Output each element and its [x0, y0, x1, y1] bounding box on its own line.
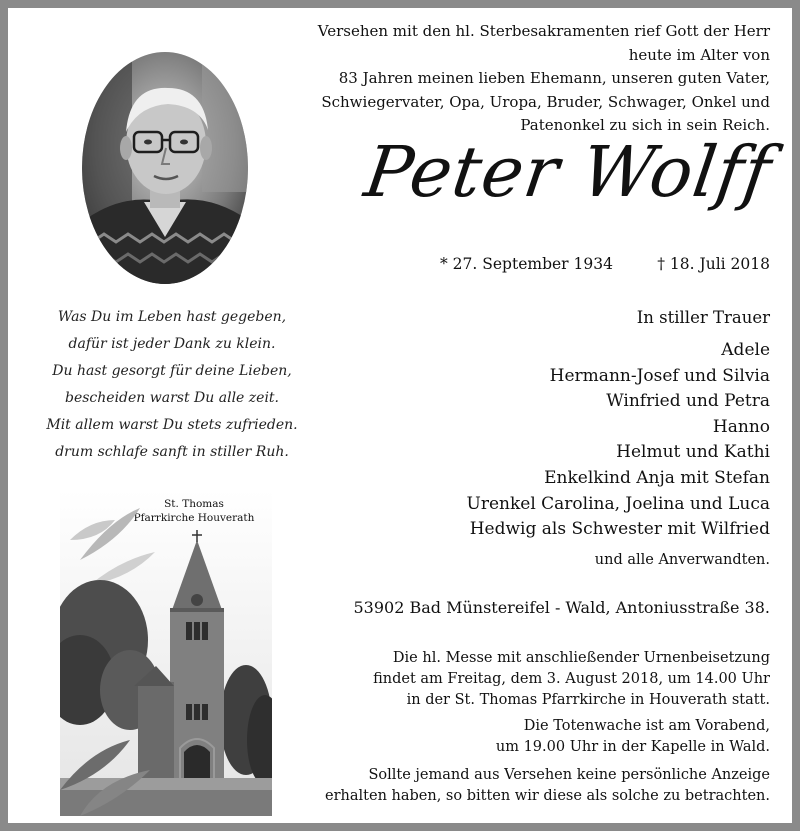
birth-date: * 27. September 1934 — [440, 255, 613, 273]
poem-line: Was Du im Leben hast gegeben, — [57, 309, 287, 325]
church-caption-line2: Pfarrkirche Houverath — [133, 512, 255, 524]
poem-line: Mit allem warst Du stets zufrieden. — [46, 417, 298, 433]
notice-line: Die Totenwache ist am Vorabend, — [523, 718, 770, 734]
wake-notice — [308, 716, 770, 758]
mourner-name: Urenkel Carolina, Joelina und Luca — [466, 493, 770, 514]
apology-notice — [308, 765, 770, 807]
poem-line: Du hast gesorgt für deine Lieben, — [52, 363, 292, 379]
mourners-list — [388, 306, 770, 543]
mourner-name: Adele — [721, 340, 770, 360]
intro-line: Schwiegervater, Opa, Uropa, Bruder, Schwager, Onkel und — [321, 92, 770, 111]
notice-line: Die hl. Messe mit anschließender Urnenbeisetzung — [392, 650, 770, 666]
mourner-name: Hermann-Josef und Silvia — [549, 365, 770, 386]
death-date: † 18. Juli 2018 — [657, 255, 770, 273]
notice-line: Sollte jemand aus Versehen keine persönliche Anzeige — [368, 767, 770, 783]
notice-line: erhalten haben, so bitten wir diese als solche zu betrachten. — [325, 788, 770, 804]
relatives-line: und alle Anverwandten. — [594, 552, 770, 568]
mourning-heading: In stiller Trauer — [636, 308, 770, 327]
notice-line: in der St. Thomas Pfarrkirche in Houverath statt. — [406, 692, 770, 708]
mourner-name: Helmut und Kathi — [616, 442, 770, 463]
obituary-page — [8, 8, 792, 823]
intro-line: Patenonkel zu sich in sein Reich. — [520, 116, 770, 134]
intro-text — [308, 20, 770, 138]
poem-line: dafür ist jeder Dank zu klein. — [68, 336, 276, 352]
notice-line: findet am Freitag, dem 3. August 2018, um 14.00 Uhr — [373, 671, 770, 687]
mourning-address: 53902 Bad Münstereifel - Wald, Antoniusstraße 38. — [353, 598, 770, 617]
intro-line: 83 Jahren meinen lieben Ehemann, unseren guten Vater, — [338, 69, 770, 87]
memorial-poem — [38, 304, 306, 466]
intro-line: Versehen mit den hl. Sterbesakramenten rief Gott der Herr heute im Alter von — [317, 22, 770, 64]
church-photo — [60, 490, 272, 816]
portrait-photo — [82, 52, 248, 284]
church-caption-line1: St. Thomas — [164, 498, 224, 510]
mourner-name: Enkelkind Anja mit Stefan — [544, 467, 770, 488]
mass-notice — [308, 648, 770, 711]
mourner-name: Hanno — [712, 416, 770, 437]
mourner-name: Winfried und Petra — [606, 391, 770, 412]
mourner-name: Hedwig als Schwester mit Wilfried — [469, 519, 770, 540]
poem-line: bescheiden warst Du alle zeit. — [65, 390, 279, 406]
notice-line: um 19.00 Uhr in der Kapelle in Wald. — [495, 739, 770, 755]
deceased-name: Peter Wolff — [359, 131, 777, 213]
poem-line: drum schlafe sanft in stiller Ruh. — [55, 444, 289, 460]
